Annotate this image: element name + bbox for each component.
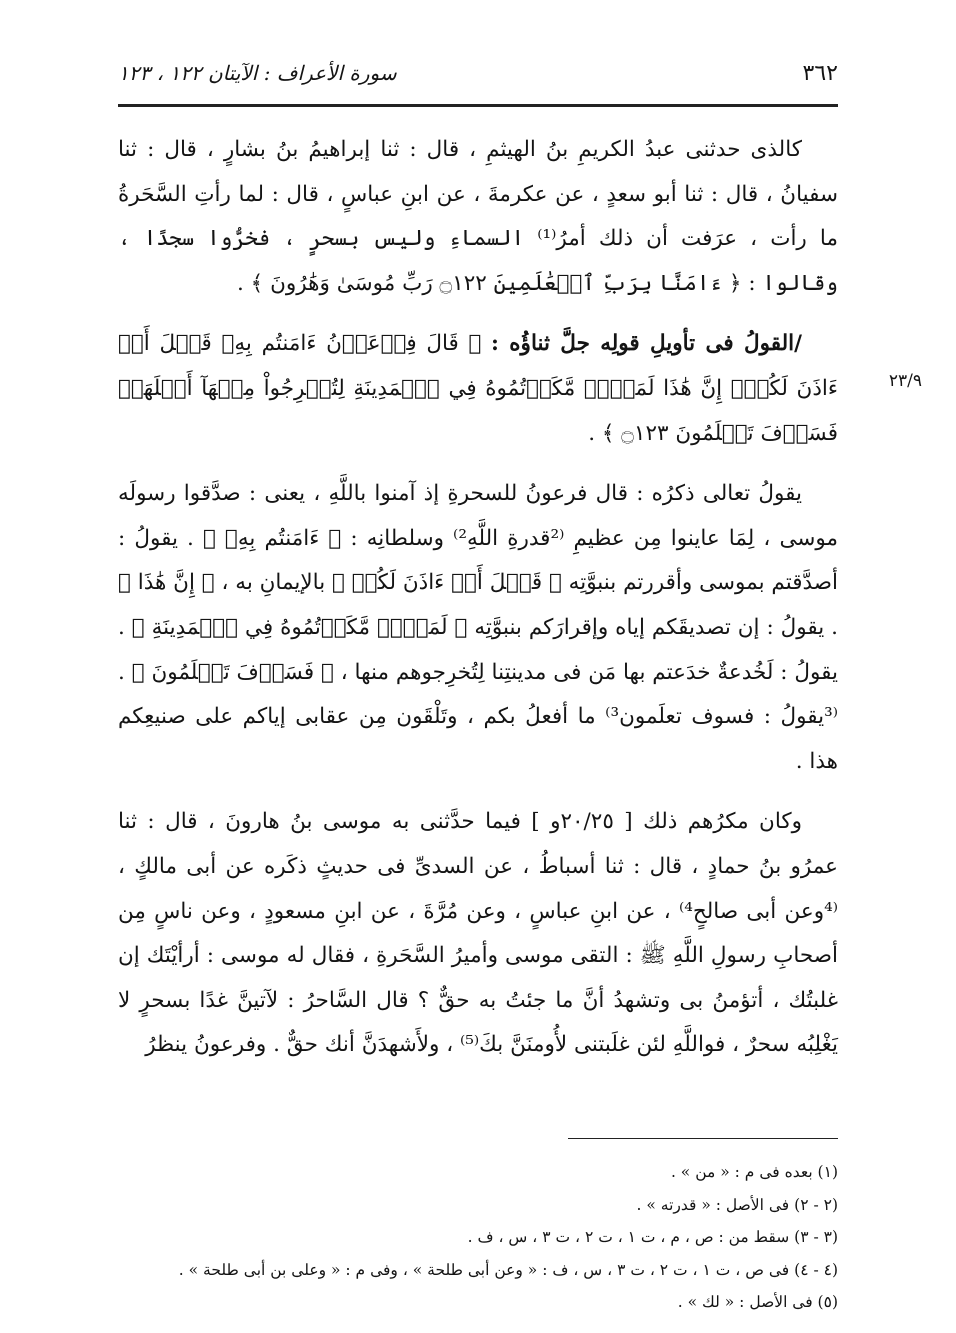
margin-reference: ٢٣/٩ <box>888 371 922 391</box>
footnote-rule <box>568 1138 838 1139</box>
paragraph <box>118 322 838 456</box>
page-number: ٣٦٢ <box>802 60 838 86</box>
main-text <box>118 128 838 1068</box>
footnote: (٢ - ٢) فى الأصل : « قدرته » . <box>636 1195 838 1214</box>
paragraph-text: يقولُ تعالى ذكرُه : قال فرعونُ للسحرةِ إذ آمنوا باللَّهِ ، يعنى : صدَّقوا رسولَه موسى ، لِمَا عاينوا مِن عظيمِ ⁽²قدرةِ اللَّهِ²⁾ وسلطانِه : ﴿ ءَامَنتُم بِهِۦ ﴾ . يقولُ : أصدَّقتم بموسى وأقررتم بنبوَّتِه ﴿ قَبۡلَ أَنۡ ءَاذَنَ لَكُمۡ ﴾ بالإيمانِ به ، ﴿ إِنَّ هَٰذَا ﴾ . يقولُ : إن تصديقَكم إياه وإقرارَكم بنبوَّتِه ﴿ لَمَكۡرٞ مَّكَرۡتُمُوهُ فِي ٱلۡمَدِينَةِ ﴾ . يقولُ : لَخُدعةٌ خدَعتم بها مَن فى مدينتِنا لِتُخرِجوهم منها ، ﴿ فَسَوۡفَ تَعۡلَمُونَ ﴾ . ⁽³يقولُ : فسوف تعلَمون³⁾ ما أفعلُ بكم ، وتَلْقَون مِن عقابى إياكم على صنيعِكم هذا . <box>118 481 839 774</box>
footnotes <box>118 1156 838 1319</box>
footnote: (٣ - ٣) سقط من : ص ، م ، ت ١ ، ت ٢ ، ت ٣ ، س ، ف . <box>467 1228 838 1246</box>
paragraph-text: كالذى حدثنى عبدُ الكريمِ بنُ الهيثمِ ، قال : ثنا إبراهيمُ بنُ بشارٍ ، قال : ثنا سفيانُ ، قال : ثنا أبو سعدٍ ، عن عكرمةَ ، عن ابنِ عباسٍ ، قال : لما رأتِ السَّحَرةُ ما رأت ، عرَفت أن ذلك أمرُ⁽¹⁾ السماءِ وليس بسحرٍ ، فخرُّوا سجدًا ، وقالوا : ﴿ ءَامَنَّا بِرَبِّ ٱلۡعَٰلَمِينَ ۝١٢٢ رَبِّ مُوسَىٰ وَهَٰرُونَ ﴾ . <box>118 137 838 296</box>
paragraph-text: ﴿ قَالَ فِرۡعَوۡنُ ءَامَنتُم بِهِۦ قَبۡلَ أَنۡ ءَاذَنَ لَكُمۡۖ إِنَّ هَٰذَا لَمَكۡرٞ مَّكَرۡتُمُوهُ فِي ٱلۡمَدِينَةِ لِتُخۡرِجُواْ مِنۡهَآ أَهۡلَهَاۖ فَسَوۡفَ تَعۡلَمُونَ ۝١٢٣ ﴾ . <box>118 331 838 446</box>
footnote: (٤ - ٤) فى ص ، ت ١ ، ت ٢ ، ت ٣ ، س ، ف : « وعن أبى طلحة » ، وفى م : « وعلى بن أبى طلحة » . <box>178 1260 838 1279</box>
running-title: سورة الأعراف : الآيتان ١٢٢ ، ١٢٣ <box>118 61 397 85</box>
paragraph <box>118 800 838 1068</box>
paragraph <box>118 472 838 784</box>
paragraph-heading: /القولُ فى تأويلِ قولِه جلَّ ثناؤُه : <box>491 331 802 357</box>
header-rule <box>118 104 838 107</box>
page-header <box>118 52 838 94</box>
footnote: (١) بعده فى م : « من » . <box>670 1163 838 1181</box>
paragraph-text: وكان مكرُهم ذلك [ ٢٠/٢٥و ] فيما حدَّثنى به موسى بنُ هارونَ ، قال : ثنا عمرُو بنُ حمادٍ ، قال : ثنا أسباطُ ، عن السدىِّ فى حديثٍ ذكَره عن أبى مالكٍ ، ⁽⁴وعن أبى صالحٍ⁴⁾ ، عن ابنِ عباسٍ ، وعن مُرَّةَ ، عن ابنِ مسعودٍ ، وعن ناسٍ مِن أصحابِ رسولِ اللَّهِ ﷺ : التقى موسى وأميرُ السَّحَرةِ ، فقال له موسى : أرأيْتَك إن غلبتُك ، أتؤمنُ بى وتشهدُ أنَّ ما جئتُ به حقٌّ ؟ قال السَّاحرُ : لآتينَّ غدًا بسحرٍ لا يَغْلِبُه سحرٌ ، فواللَّهِ لئن غلَبتنى لأُومنَنَّ بكَ⁽⁵⁾ ، ولأَشهدَنَّ أنك حقٌّ . وفرعونُ ينظرُ <box>118 809 838 1058</box>
paragraph <box>118 128 838 306</box>
footnote: (٥) فى الأصل : « لك » . <box>677 1293 838 1311</box>
